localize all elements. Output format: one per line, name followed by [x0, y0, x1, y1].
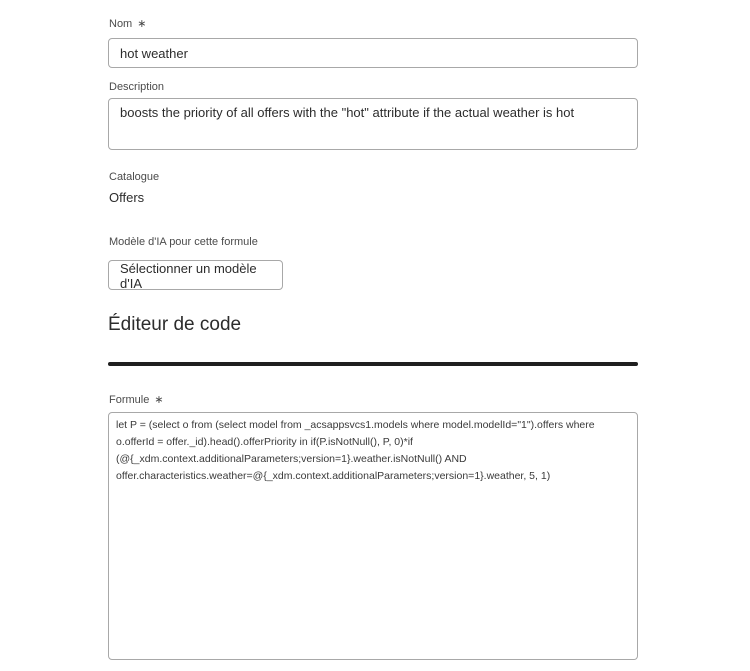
- name-label-text: Nom: [109, 18, 133, 30]
- name-field-label: [109, 17, 146, 31]
- formula-field-label: [109, 393, 164, 407]
- formula-label-text: Formule: [109, 394, 150, 406]
- ai-model-label: Modèle d'IA pour cette formule: [109, 236, 258, 248]
- formula-required-mark: ∗: [154, 394, 164, 406]
- code-editor-tab-indicator: [108, 362, 638, 366]
- select-ai-model-button[interactable]: Sélectionner un modèle d'IA: [108, 260, 283, 290]
- formula-editor[interactable]: [108, 412, 638, 660]
- name-input[interactable]: [108, 38, 638, 68]
- description-field-label: Description: [109, 81, 165, 93]
- code-editor-title: Éditeur de code: [108, 314, 242, 335]
- name-required-mark: ∗: [137, 18, 147, 30]
- catalog-label: Catalogue: [109, 171, 160, 183]
- catalog-value: Offers: [109, 190, 145, 205]
- description-input[interactable]: [108, 98, 638, 150]
